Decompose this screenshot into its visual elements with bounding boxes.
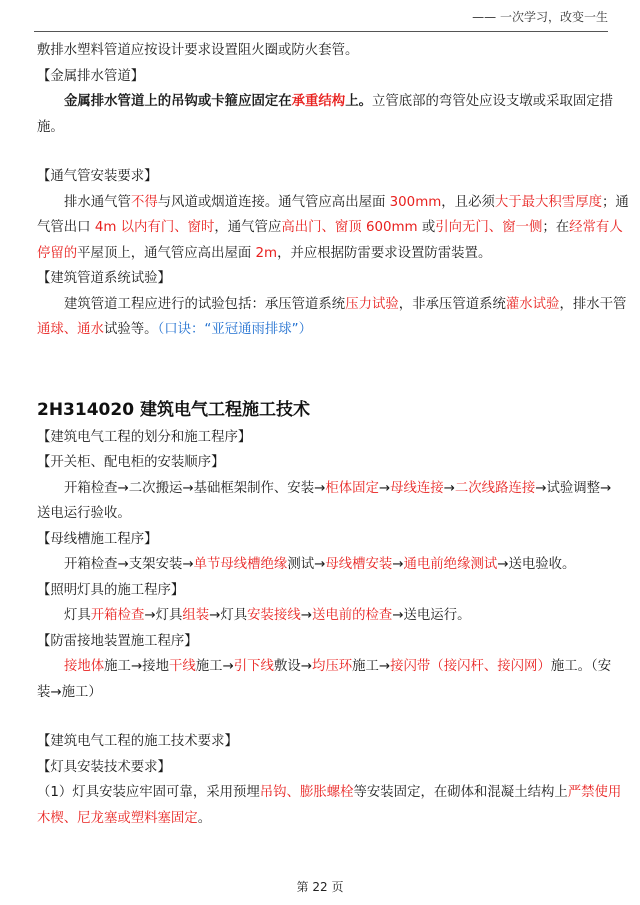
text: ，非承压管道系统	[398, 296, 506, 312]
highlight-text: 灌水试验	[505, 296, 560, 312]
highlight-text: 引下线	[233, 659, 274, 674]
section-heading: 2H314020 建筑电气工程施工技术	[37, 399, 310, 420]
highlight-text: 接地体	[64, 659, 105, 674]
text: 立管底部的弯管处应设支墩或采取固定措	[371, 94, 614, 109]
paragraph-line	[37, 317, 603, 343]
text: →	[378, 480, 391, 496]
section-label: 【防雷接地装置施工程序】	[37, 633, 198, 649]
paragraph-line	[37, 603, 603, 629]
highlight-text: 通电前绝缘测试	[403, 557, 498, 572]
paragraph-line: 装→施工）	[37, 684, 102, 700]
text: 灯具	[64, 608, 91, 623]
text: →灯具	[209, 608, 248, 623]
text: 施工→接地	[104, 659, 169, 674]
highlight-text: 引向无门、窗一侧	[435, 220, 543, 235]
text: 开箱检查→支架安装→	[64, 557, 194, 572]
paragraph-line	[37, 89, 614, 115]
highlight-text: 母线槽安装	[325, 557, 393, 572]
section-label-vent-pipe: 【通气管安装要求】	[37, 169, 158, 184]
highlight-text: 开箱检查	[90, 608, 145, 623]
paragraph-line	[37, 476, 612, 502]
text: 敷设→	[273, 659, 312, 674]
text: ，且必须	[441, 194, 495, 210]
text: 。	[197, 810, 212, 826]
paragraph-line	[37, 215, 623, 241]
highlight-text: 二次线路连接	[454, 480, 536, 496]
highlight-text: 严禁使用	[567, 785, 622, 800]
text: →送电运行。	[392, 608, 471, 623]
text: ，排水干管	[559, 296, 627, 312]
paragraph-line	[37, 190, 629, 216]
highlight-text: 干线	[168, 659, 196, 674]
text: 施工→	[352, 659, 391, 674]
highlight-text: 吊钩、膨胀螺栓	[259, 785, 354, 800]
paragraph-line: 送电运行验收。	[37, 506, 131, 521]
text: 气管出口	[37, 220, 95, 235]
text: 施工。（安	[550, 659, 612, 674]
section-label: 【母线槽施工程序】	[37, 531, 158, 547]
bold-text: 金属排水管道上的吊钩或卡箍应固定在	[64, 94, 292, 109]
page-number: 第 22 页	[296, 880, 344, 894]
header-divider	[34, 31, 608, 32]
section-label: 【建筑电气工程的施工技术要求】	[37, 734, 238, 749]
text: 排水通气管	[64, 194, 131, 210]
text: 平屋顶上，通气管应高出屋面	[77, 245, 256, 261]
highlight-text: 不得	[130, 194, 158, 210]
highlight-text: 2m	[255, 245, 278, 261]
paragraph-line	[37, 552, 603, 578]
text: →	[300, 608, 312, 623]
highlight-text: 4m 以内有门、窗时	[94, 220, 215, 235]
paragraph-line	[37, 780, 622, 806]
text: →	[392, 557, 404, 572]
page-header: —— 一次学习，改变一生	[472, 10, 608, 24]
text: 开箱检查→二次搬运→基础框架制作、安装→	[64, 480, 326, 496]
text: ，通气管应	[214, 220, 282, 235]
section-label-pipe-test: 【建筑管道系统试验】	[37, 271, 171, 286]
highlight-text: 单节母线槽绝缘	[193, 557, 288, 572]
highlight-text: 接闪带（接闪杆、接闪网）	[390, 659, 551, 674]
paragraph-line	[37, 806, 603, 832]
highlight-text: 安装接线	[247, 608, 301, 623]
highlight-text: 承重结构	[291, 94, 346, 109]
text: →	[443, 480, 455, 496]
text: ；通	[601, 194, 629, 210]
highlight-text: 停留的	[37, 245, 78, 261]
highlight-text: 组装	[182, 608, 210, 623]
highlight-text: 大于最大积雪厚度	[494, 194, 602, 210]
paragraph-line	[37, 292, 627, 318]
text: ，并应根据防雷要求设置防雷装置。	[277, 245, 492, 261]
highlight-text: 压力试验	[345, 296, 399, 312]
text: 试验等。	[103, 322, 158, 337]
text: （1）灯具安装应牢固可靠，采用预埋	[37, 785, 260, 800]
section-label: 【灯具安装技术要求】	[37, 759, 171, 775]
text: 施工→	[195, 659, 234, 674]
bold-text: 上。	[345, 94, 372, 109]
paragraph-line	[37, 654, 612, 680]
highlight-text: 均压环	[311, 659, 353, 674]
highlight-text: 300mm	[389, 194, 442, 210]
highlight-text: 母线连接	[390, 480, 444, 496]
text: 或	[417, 220, 436, 235]
section-label: 【开关柜、配电柜的安装顺序】	[37, 455, 225, 470]
text: →送电验收。	[497, 557, 576, 572]
text: →灯具	[144, 608, 183, 623]
highlight-text: 送电前的检查	[311, 608, 393, 623]
text: 建筑管道工程应进行的试验包括：承压管道系统	[64, 296, 346, 312]
text: →试验调整→	[535, 480, 612, 496]
section-label: 【建筑电气工程的划分和施工程序】	[37, 429, 252, 445]
paragraph-line	[37, 241, 603, 267]
highlight-text: 经常有人	[569, 220, 623, 235]
highlight-text: 高出门、窗顶 600mm	[281, 220, 418, 235]
highlight-text: 通球、通水	[37, 322, 104, 337]
text: 与风道或烟道连接。通气管应高出屋面	[157, 194, 390, 210]
highlight-text: 柜体固定	[325, 480, 379, 496]
paragraph-line: 敷排水塑料管道应按设计要求设置阻火圈或防火套管。	[37, 43, 359, 58]
text: 等安装固定，在砌体和混凝土结构上	[353, 785, 568, 800]
mnemonic-text: （口诀：“亚冠通雨排球”）	[157, 322, 312, 337]
highlight-text: 木楔、尼龙塞或塑料塞固定	[37, 810, 198, 826]
page-body	[37, 38, 629, 831]
text: 测试→	[287, 557, 326, 572]
text: ；在	[542, 220, 570, 235]
section-label: 【照明灯具的施工程序】	[37, 582, 185, 598]
paragraph-line: 施。	[37, 119, 64, 135]
section-label-metal-drain: 【金属排水管道】	[37, 68, 145, 84]
